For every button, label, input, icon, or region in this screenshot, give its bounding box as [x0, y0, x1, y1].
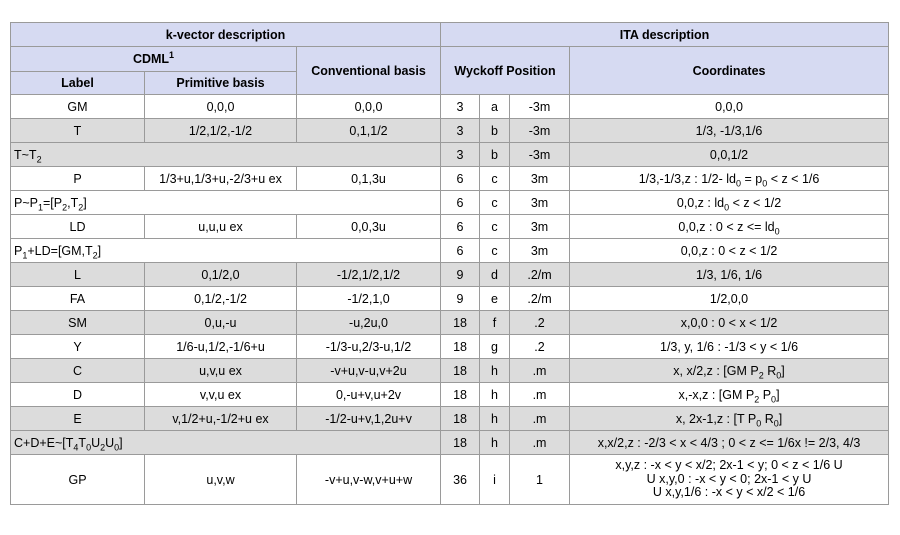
table-row [11, 287, 889, 311]
primitive-basis-cell: 1/3+u,1/3+u,-2/3+u ex [145, 167, 297, 191]
wyckoff-multiplicity-cell: 36 [441, 455, 480, 505]
wyckoff-multiplicity-cell: 9 [441, 263, 480, 287]
wyckoff-multiplicity-cell: 18 [441, 431, 480, 455]
kvector-label-cell: D [11, 383, 145, 407]
wyckoff-multiplicity-cell: 3 [441, 95, 480, 119]
wyckoff-letter-cell: f [480, 311, 510, 335]
coordinates-cell: x, 2x-1,z : [T $P_0$ $R_0$] [570, 407, 889, 431]
site-symmetry-cell: .m [510, 407, 570, 431]
coordinates-line: U x,y,1/6 : -x < y < x/2 < 1/6 [652, 485, 806, 500]
wyckoff-letter-cell: b [480, 119, 510, 143]
table-row [11, 119, 889, 143]
wyckoff-multiplicity-cell: 18 [441, 383, 480, 407]
primitive-basis-cell: u,u,u ex [145, 215, 297, 239]
primitive-basis-cell: 0,0,0 [145, 95, 297, 119]
kvector-label-cell: $P_1+LD=[GM,T_2]$ [11, 239, 441, 263]
coordinates-cell: 0,0,z : $ld_0 < z < 1/2$ [570, 191, 889, 215]
conventional-basis-cell: -v+u,v-u,v+2u [297, 359, 441, 383]
table-row [11, 191, 889, 215]
kvector-label-cell: $C+D+E\sim[T_4T_0U_2U_0]$ [11, 431, 441, 455]
conventional-basis-cell: 0,-u+v,u+2v [297, 383, 441, 407]
wyckoff-letter-cell: d [480, 263, 510, 287]
wyckoff-multiplicity-cell: 18 [441, 335, 480, 359]
table-row [11, 263, 889, 287]
site-symmetry-cell: .m [510, 359, 570, 383]
label-header: Label [11, 72, 145, 95]
wyckoff-letter-cell: e [480, 287, 510, 311]
cdml-header [11, 47, 297, 72]
wyckoff-letter-cell: c [480, 215, 510, 239]
table-row [11, 95, 889, 119]
wyckoff-letter-cell: c [480, 167, 510, 191]
wyckoff-letter-cell: g [480, 335, 510, 359]
table-body [11, 95, 889, 505]
site-symmetry-cell: .2 [510, 335, 570, 359]
kvector-label-cell: GM [11, 95, 145, 119]
coordinates-cell: 0,0,z : 0 < z < 1/2 [570, 239, 889, 263]
wyckoff-letter-cell: c [480, 191, 510, 215]
kvector-label-cell: SM [11, 311, 145, 335]
site-symmetry-cell: .2/m [510, 287, 570, 311]
table-row [11, 455, 889, 505]
table-row [11, 215, 889, 239]
primitive-basis-cell: 0,u,-u [145, 311, 297, 335]
site-symmetry-cell: .2 [510, 311, 570, 335]
conventional-basis-header: Conventional basis [297, 47, 441, 95]
coordinates-header: Coordinates [570, 47, 889, 95]
coordinates-cell: 1/3, -1/3,1/6 [570, 119, 889, 143]
kvector-label-cell: E [11, 407, 145, 431]
wyckoff-letter-cell: c [480, 239, 510, 263]
primitive-basis-cell: 1/6-u,1/2,-1/6+u [145, 335, 297, 359]
table-row [11, 167, 889, 191]
site-symmetry-cell: -3m [510, 119, 570, 143]
wyckoff-multiplicity-cell: 6 [441, 167, 480, 191]
wyckoff-letter-cell: h [480, 359, 510, 383]
wyckoff-letter-cell: h [480, 431, 510, 455]
table-row [11, 407, 889, 431]
cdml-label: CDML [132, 52, 170, 66]
ita-description-header: ITA description [441, 23, 889, 47]
conventional-basis-cell: -u,2u,0 [297, 311, 441, 335]
conventional-basis-cell: 0,1,3u [297, 167, 441, 191]
site-symmetry-cell: 1 [510, 455, 570, 505]
site-symmetry-cell: 3m [510, 215, 570, 239]
table-row [11, 431, 889, 455]
coordinates-cell: x,0,0 : 0 < x < 1/2 [570, 311, 889, 335]
wyckoff-multiplicity-cell: 18 [441, 359, 480, 383]
coordinates-cell: 1/2,0,0 [570, 287, 889, 311]
coordinates-cell: 0,0,0 [570, 95, 889, 119]
wyckoff-multiplicity-cell: 6 [441, 191, 480, 215]
table-row [11, 383, 889, 407]
wyckoff-multiplicity-cell: 9 [441, 287, 480, 311]
table-row [11, 239, 889, 263]
conventional-basis-cell: -1/2-u+v,1,2u+v [297, 407, 441, 431]
conventional-basis-cell: -v+u,v-w,v+u+w [297, 455, 441, 505]
kvector-description-header: k-vector description [11, 23, 441, 47]
site-symmetry-cell: .m [510, 383, 570, 407]
kvector-label-cell: L [11, 263, 145, 287]
coordinates-cell: 0,0,1/2 [570, 143, 889, 167]
coordinates-cell: 0,0,z : $0 < z <= ld_0$ [570, 215, 889, 239]
primitive-basis-cell: v,1/2+u,-1/2+u ex [145, 407, 297, 431]
kvector-label-cell: GP [11, 455, 145, 505]
wyckoff-multiplicity-cell: 3 [441, 143, 480, 167]
cdml-footnote-marker: 1 [169, 49, 175, 60]
coordinates-cell: 1/3,-1/3,z : 1/2- $ld_0 = p_0 < z < 1/6$ [570, 167, 889, 191]
wyckoff-letter-cell: h [480, 383, 510, 407]
table-row [11, 143, 889, 167]
kvector-label-cell: LD [11, 215, 145, 239]
table-row [11, 359, 889, 383]
wyckoff-multiplicity-cell: 6 [441, 215, 480, 239]
site-symmetry-cell: 3m [510, 167, 570, 191]
table-row [11, 311, 889, 335]
kvector-ita-table [10, 22, 889, 505]
coordinates-line: U x,y,0 : -x < y < 0; 2x-1 < y U [646, 471, 812, 486]
kvector-label-cell: P [11, 167, 145, 191]
coordinates-line: x,y,z : -x < y < x/2; 2x-1 < y; 0 < z < 1/6 U [615, 458, 843, 473]
site-symmetry-cell: -3m [510, 95, 570, 119]
wyckoff-multiplicity-cell: 18 [441, 407, 480, 431]
kvector-label-cell: FA [11, 287, 145, 311]
coordinates-cell: x, x/2,z : [GM $P_2$ $R_0$] [570, 359, 889, 383]
primitive-basis-cell: 0,1/2,-1/2 [145, 287, 297, 311]
wyckoff-multiplicity-cell: 3 [441, 119, 480, 143]
site-symmetry-cell: 3m [510, 239, 570, 263]
kvector-label-cell: Y [11, 335, 145, 359]
coordinates-cell [570, 455, 889, 505]
kvector-label-cell: T [11, 119, 145, 143]
wyckoff-letter-cell: a [480, 95, 510, 119]
table-row [11, 335, 889, 359]
primitive-basis-cell: u,v,u ex [145, 359, 297, 383]
conventional-basis-cell: 0,0,0 [297, 95, 441, 119]
wyckoff-position-header: Wyckoff Position [441, 47, 570, 95]
kvector-label-cell: $P\sim P_1=[P_2,T_2]$ [11, 191, 441, 215]
coordinates-cell: 1/3, y, 1/6 : -1/3 < y < 1/6 [570, 335, 889, 359]
primitive-basis-header: Primitive basis [145, 72, 297, 95]
conventional-basis-cell: -1/2,1,0 [297, 287, 441, 311]
primitive-basis-cell: u,v,w [145, 455, 297, 505]
wyckoff-multiplicity-cell: 6 [441, 239, 480, 263]
conventional-basis-cell: 0,0,3u [297, 215, 441, 239]
wyckoff-multiplicity-cell: 18 [441, 311, 480, 335]
site-symmetry-cell: -3m [510, 143, 570, 167]
conventional-basis-cell: 0,1,1/2 [297, 119, 441, 143]
kvector-label-cell: $T\sim T_2$ [11, 143, 441, 167]
conventional-basis-cell: -1/3-u,2/3-u,1/2 [297, 335, 441, 359]
primitive-basis-cell: 0,1/2,0 [145, 263, 297, 287]
site-symmetry-cell: .2/m [510, 263, 570, 287]
primitive-basis-cell: 1/2,1/2,-1/2 [145, 119, 297, 143]
primitive-basis-cell: v,v,u ex [145, 383, 297, 407]
coordinates-cell: x,-x,z : [GM $P_2$ $P_0$] [570, 383, 889, 407]
site-symmetry-cell: 3m [510, 191, 570, 215]
wyckoff-letter-cell: b [480, 143, 510, 167]
coordinates-cell: 1/3, 1/6, 1/6 [570, 263, 889, 287]
wyckoff-letter-cell: h [480, 407, 510, 431]
conventional-basis-cell: -1/2,1/2,1/2 [297, 263, 441, 287]
coordinates-cell: x,x/2,z : -2/3 < x < 4/3 ; 0 < z <= 1/6x != 2/3, 4/3 [570, 431, 889, 455]
site-symmetry-cell: .m [510, 431, 570, 455]
kvector-label-cell: C [11, 359, 145, 383]
wyckoff-letter-cell: i [480, 455, 510, 505]
